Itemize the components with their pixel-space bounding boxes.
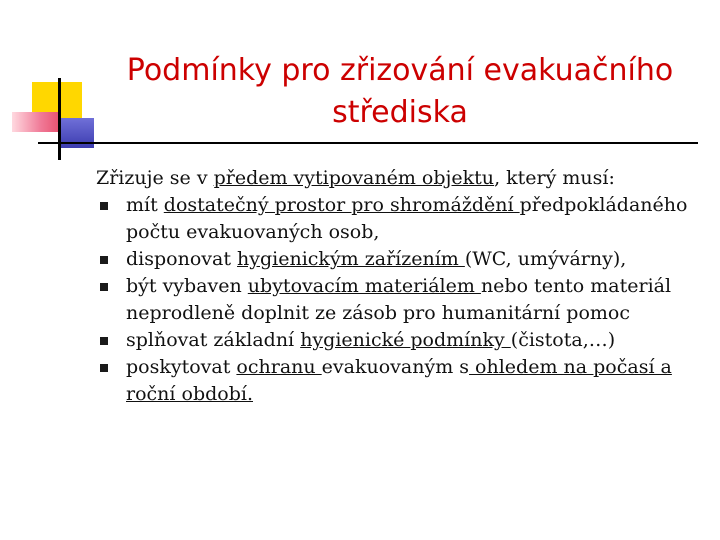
square-bullet-icon (100, 202, 108, 210)
bullet-list (96, 192, 696, 408)
square-bullet-icon (100, 364, 108, 372)
list-item (96, 273, 696, 327)
list-item (96, 327, 696, 354)
slide-title-line-1: Podmínky pro zřizování evakuačního (126, 53, 674, 88)
slide-body (96, 165, 696, 408)
text-segment: (čistota,…) (510, 329, 616, 351)
text-segment: , který musí: (494, 167, 615, 189)
logo-vertical-line (58, 78, 61, 160)
text-segment: nebo tento materiál neprodleně doplnit ze zásob pro humanitární pomoc (126, 275, 672, 324)
text-segment: splňovat základní (126, 329, 301, 351)
underlined-text: ochranu (236, 356, 322, 378)
text-segment: Zřizuje se v (96, 167, 214, 189)
list-item (96, 354, 696, 408)
slide-title-line-2: střediska (332, 95, 468, 130)
underlined-text: dostatečný prostor pro shromáždění (163, 194, 520, 216)
underlined-text: ubytovacím materiálem (247, 275, 481, 297)
square-bullet-icon (100, 337, 108, 345)
text-segment: poskytovat (126, 356, 237, 378)
text-segment: evakuovaným s (321, 356, 470, 378)
intro-paragraph (96, 165, 696, 192)
list-item (96, 246, 696, 273)
text-segment: disponovat (126, 248, 238, 270)
logo-pink-bar (12, 112, 60, 132)
title-divider-line (38, 142, 698, 144)
underlined-text: hygienickým zařízením (237, 248, 465, 270)
list-item (96, 192, 696, 246)
text-segment: (WC, umývárny), (464, 248, 627, 270)
underlined-text: předem vytipovaném objektu (213, 167, 495, 189)
underlined-text: hygienické podmínky (300, 329, 511, 351)
slide-title (90, 50, 710, 134)
square-bullet-icon (100, 283, 108, 291)
square-bullet-icon (100, 256, 108, 264)
text-segment: být vybaven (126, 275, 248, 297)
text-segment: předpokládaného počtu evakuovaných osob, (126, 194, 688, 243)
text-segment: mít (126, 194, 164, 216)
underlined-text: ohledem na počasí a roční období. (126, 356, 672, 405)
